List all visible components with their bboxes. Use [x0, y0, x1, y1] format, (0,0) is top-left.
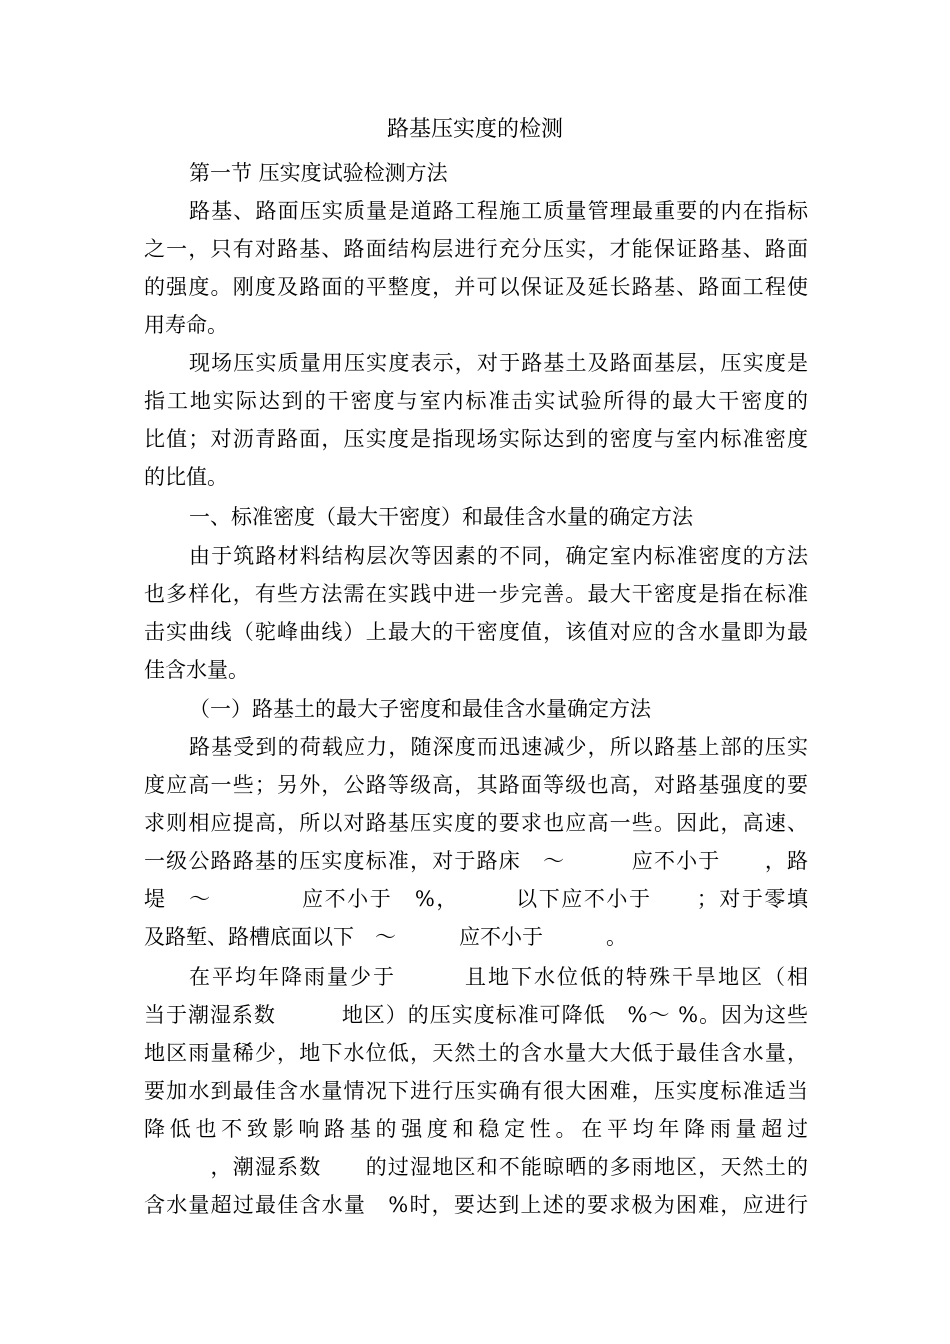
paragraph-line: 比值；对沥青路面，压实度是指现场实际达到的密度与室内标准密度 — [144, 427, 808, 451]
paragraph-line: 度应高一些；另外，公路等级高，其路面等级也高，对路基强度的要 — [144, 773, 808, 797]
subsection-heading: （一）路基土的最大子密度和最佳含水量确定方法 — [189, 697, 651, 721]
paragraph-line: 的强度。刚度及路面的平整度，并可以保证及延长路基、路面工程使 — [144, 275, 808, 299]
section-heading: 第一节 压实度试验检测方法 — [189, 161, 448, 185]
paragraph-line: 由于筑路材料结构层次等因素的不同，确定室内标准密度的方法 — [189, 544, 808, 568]
paragraph-line: 求则相应提高，所以对路基压实度的要求也应高一些。因此，高速、 — [144, 811, 808, 835]
paragraph-line: 指工地实际达到的干密度与室内标准击实试验所得的最大干密度的 — [144, 389, 808, 413]
document-title: 路基压实度的检测 — [386, 117, 563, 142]
paragraph-line: 之一，只有对路基、路面结构层进行充分压实，才能保证路基、路面 — [144, 237, 808, 261]
paragraph-line: 一级公路路基的压实度标准，对于路床 ～ 应不小于 ，路 — [144, 849, 808, 873]
paragraph-line: 路基、路面压实质量是道路工程施工质量管理最重要的内在指标 — [189, 199, 808, 223]
paragraph-line: 含水量超过最佳含水量 %时，要达到上述的要求极为困难，应进行 — [144, 1193, 808, 1217]
paragraph-line: 用寿命。 — [144, 313, 228, 337]
paragraph-line: 当于潮湿系数 地区）的压实度标准可降低 %～ %。因为这些 — [144, 1003, 808, 1027]
paragraph-line: 要加水到最佳含水量情况下进行压实确有很大困难，压实度标准适当 — [144, 1079, 808, 1103]
paragraph-line: 击实曲线（驼峰曲线）上最大的干密度值，该值对应的含水量即为最 — [144, 620, 808, 644]
paragraph-line: 路基受到的荷载应力，随深度而迅速减少，所以路基上部的压实 — [189, 735, 808, 759]
paragraph-line: 堤 ～ 应不小于 %， 以下应不小于 ；对于零填 — [144, 887, 808, 911]
paragraph-line: ，潮湿系数 的过湿地区和不能晾晒的多雨地区，天然土的 — [144, 1155, 808, 1179]
paragraph-line: 现场压实质量用压实度表示，对于路基土及路面基层，压实度是 — [189, 351, 808, 375]
paragraph-line: 降低也不致影响路基的强度和稳定性。在平均年降雨量超过 — [144, 1117, 808, 1141]
paragraph-line: 地区雨量稀少，地下水位低，天然土的含水量大大低于最佳含水量， — [144, 1041, 808, 1065]
paragraph-line: 在平均年降雨量少于 且地下水位低的特殊干旱地区（相 — [189, 965, 808, 989]
paragraph-line: 的比值。 — [144, 465, 228, 489]
subsection-heading: 一、标准密度（最大干密度）和最佳含水量的确定方法 — [189, 505, 693, 529]
paragraph-line: 佳含水量。 — [144, 658, 249, 682]
paragraph-line: 及路堑、路槽底面以下 ～ 应不小于 。 — [144, 925, 627, 949]
paragraph-line: 也多样化，有些方法需在实践中进一步完善。最大干密度是指在标准 — [144, 582, 808, 606]
